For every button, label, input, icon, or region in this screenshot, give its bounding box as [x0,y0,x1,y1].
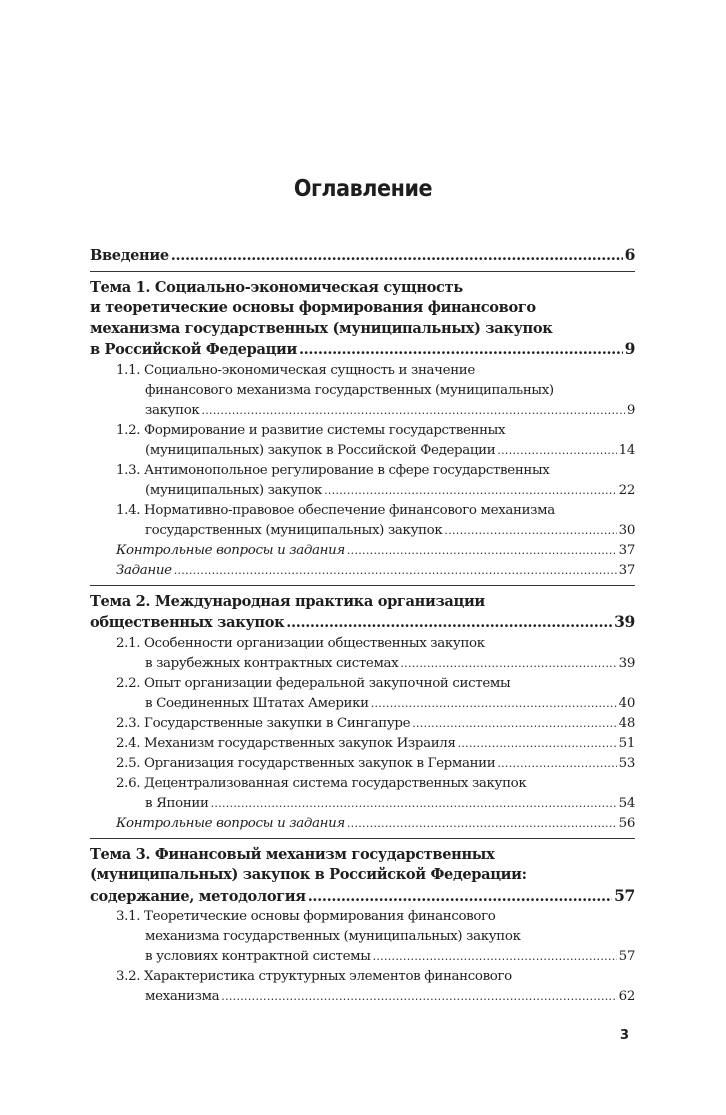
toc-chapter-line: Тема 1. Социально-экономическая сущность [90,278,463,296]
toc-page-number: 39 [618,655,635,671]
toc-page-number: 6 [624,245,635,264]
toc-item-line: закупок [145,402,200,418]
toc-item-line: в зарубежных контрактных системах [145,655,399,671]
leader-dots [347,814,617,834]
toc-item-task-1[interactable] [90,561,635,581]
divider [90,271,635,272]
table-of-contents [90,245,635,1007]
page-number: 3 [620,1028,630,1043]
toc-chapter-line: в Российской Федерации [90,341,297,358]
toc-item-line: 2.2. Опыт организации федеральной закупочной системы [116,675,511,691]
toc-item-1-1[interactable] [90,361,635,421]
toc-page-number: 9 [626,402,635,418]
leader-dots [371,694,617,714]
toc-item-line: 2.6. Децентрализованная система государственных закупок [116,775,527,791]
toc-chapter-1[interactable] [90,278,635,361]
toc-item-line: 1.2. Формирование и развитие системы государственных [116,422,506,438]
leader-dots [497,754,616,774]
leader-dots [412,714,616,734]
toc-item-line: 2.3. Государственные закупки в Сингапуре [116,715,411,731]
toc-chapter-line: Тема 2. Международная практика организации [90,592,485,610]
toc-chapter-line: содержание, методология [90,887,306,905]
toc-item-line: 3.2. Характеристика структурных элементов финансового [116,969,512,984]
toc-page-number: 30 [618,522,635,538]
toc-chapter-line: (муниципальных) закупок в Российской Федерации: [90,866,527,883]
toc-item-questions-1[interactable] [90,541,635,561]
toc-chapter-line: механизма государственных (муниципальных) закупок [90,319,553,337]
toc-page-number: 37 [618,562,635,578]
toc-item-line: в Соединенных Штатах Америки [145,695,369,711]
toc-item-line: 3.1. Теоретические основы формирования финансового [116,909,496,924]
toc-item-line: (муниципальных) закупок [145,482,323,498]
leader-dots [308,887,612,908]
toc-item-line: 2.5. Организация государственных закупок в Германии [116,755,496,771]
toc-item-2-1[interactable] [90,634,635,674]
toc-page-number: 14 [618,442,635,458]
toc-page-number: 48 [618,715,635,731]
toc-chapter-line: Тема 3. Финансовый механизм государственных [90,845,495,863]
toc-entry-title: Введение [90,247,169,264]
toc-item-2-2[interactable] [90,674,635,714]
toc-item-line: 1.1. Социально-экономическая сущность и значение [116,362,475,378]
leader-dots [299,340,623,361]
toc-chapter-line: общественных закупок [90,614,285,631]
toc-item-line: 2.4. Механизм государственных закупок Израиля [116,735,456,751]
leader-dots [444,521,616,541]
toc-chapter-line: и теоретические основы формирования финансового [90,299,536,316]
leader-dots [221,987,616,1007]
toc-item-line: 1.3. Антимонопольное регулирование в сфере государственных [116,462,550,478]
leader-dots [458,734,617,754]
page-title: Оглавление [293,176,433,202]
toc-item-2-5[interactable] [90,754,635,774]
toc-entry-intro[interactable] [90,245,635,267]
toc-item-line: государственных (муниципальных) закупок [145,522,443,538]
toc-item-1-3[interactable] [90,461,635,501]
toc-item-line: (муниципальных) закупок в Российской Федерации [145,442,496,458]
leader-dots [373,947,617,967]
toc-page-number: 37 [618,542,635,558]
toc-page-number: 56 [618,815,635,831]
leader-dots [400,654,616,674]
toc-item-2-4[interactable] [90,734,635,754]
divider [90,585,635,586]
leader-dots [211,794,617,814]
toc-item-line: механизма [145,989,220,1004]
toc-page-number: 39 [614,612,635,631]
leader-dots [171,246,623,267]
toc-page-number: 54 [618,795,635,811]
leader-dots [497,441,616,461]
leader-dots [174,561,617,581]
toc-item-line: в Японии [145,795,209,811]
toc-chapter-2[interactable] [90,592,635,634]
toc-item-2-3[interactable] [90,714,635,734]
leader-dots [324,481,617,501]
toc-page-number: 57 [618,949,635,964]
toc-page-number: 53 [618,755,635,771]
toc-item-3-1[interactable] [90,907,635,967]
toc-page-number: 22 [618,482,635,498]
toc-item-line: Контрольные вопросы и задания [116,815,345,831]
leader-dots [201,401,624,421]
toc-page-number: 40 [618,695,635,711]
toc-item-line: Задание [116,562,172,578]
toc-chapter-3[interactable] [90,845,635,908]
leader-dots [286,613,612,634]
toc-item-1-2[interactable] [90,421,635,461]
toc-item-line: 2.1. Особенности организации общественных закупок [116,635,485,651]
toc-item-3-2[interactable] [90,967,635,1007]
toc-item-2-6[interactable] [90,774,635,814]
toc-item-line: механизма государственных (муниципальных) закупок [145,929,521,944]
toc-page-number: 62 [618,989,635,1004]
divider [90,838,635,839]
toc-item-line: 1.4. Нормативно-правовое обеспечение финансового механизма [116,502,555,518]
toc-item-line: в условиях контрактной системы [145,949,371,964]
toc-page-number: 51 [618,735,635,751]
toc-item-questions-2[interactable] [90,814,635,834]
toc-item-line: Контрольные вопросы и задания [116,542,345,558]
toc-page-number: 57 [614,885,635,905]
toc-page-number: 9 [624,339,635,358]
leader-dots [347,541,617,561]
toc-item-line: финансового механизма государственных (муниципальных) [145,382,554,398]
toc-item-1-4[interactable] [90,501,635,541]
